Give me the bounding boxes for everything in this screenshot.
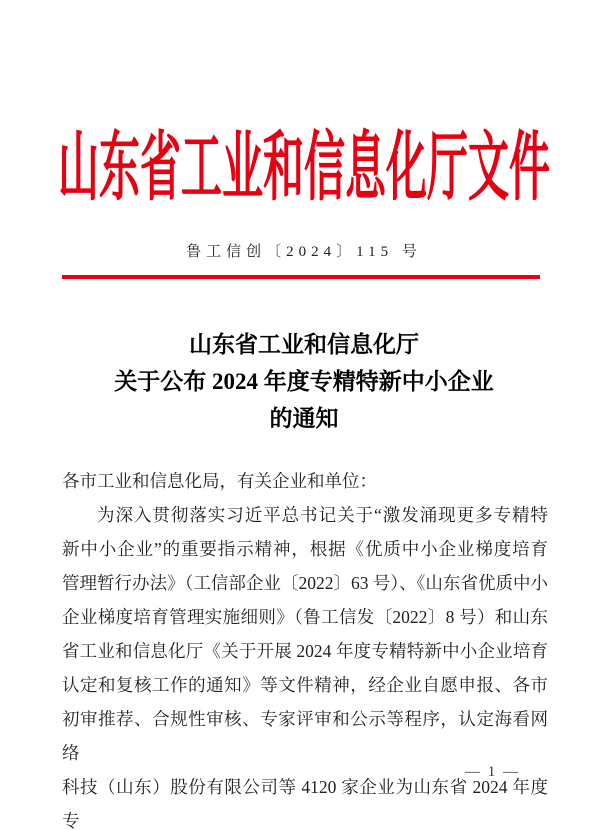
- body-line: 科技（山东）股份有限公司等 4120 家企业为山东省 2024 年度专: [62, 777, 548, 830]
- body-line: 管理暂行办法》（工信部企业〔2022〕63 号）、《山东省优质中小: [62, 573, 548, 593]
- notice-title-line-3: 的通知: [269, 406, 339, 431]
- red-divider-line: [62, 275, 540, 279]
- document-number: 鲁工信创〔2024〕115 号: [186, 244, 422, 260]
- notice-title: [0, 326, 608, 437]
- body-line: 初审推荐、合规性审核、专家评审和公示等程序，认定海看网络: [62, 709, 548, 763]
- body-line: 新中小企业”的重要指示精神，根据《优质中小企业梯度培育: [62, 539, 548, 559]
- body-line: 认定和复核工作的通知》等文件精神，经企业自愿申报、各市: [62, 675, 548, 695]
- salutation-line: 各市工业和信息化局，有关企业和单位：: [62, 471, 377, 491]
- notice-title-line-2: 关于公布 2024 年度专精特新中小企业: [114, 369, 494, 394]
- notice-title-line-1: 山东省工业和信息化厅: [189, 332, 419, 357]
- body-line: 省工业和信息化厅《关于开展 2024 年度专精特新中小企业培育: [62, 641, 548, 661]
- body-line: 为深入贯彻落实习近平总书记关于“激发涌现更多专精特: [97, 505, 548, 525]
- letterhead-title: 山东省工业和信息化厅文件: [58, 124, 550, 210]
- body-line: 企业梯度培育管理实施细则》（鲁工信发〔2022〕8 号）和山东: [62, 607, 548, 627]
- page-number: — 1 —: [465, 764, 520, 780]
